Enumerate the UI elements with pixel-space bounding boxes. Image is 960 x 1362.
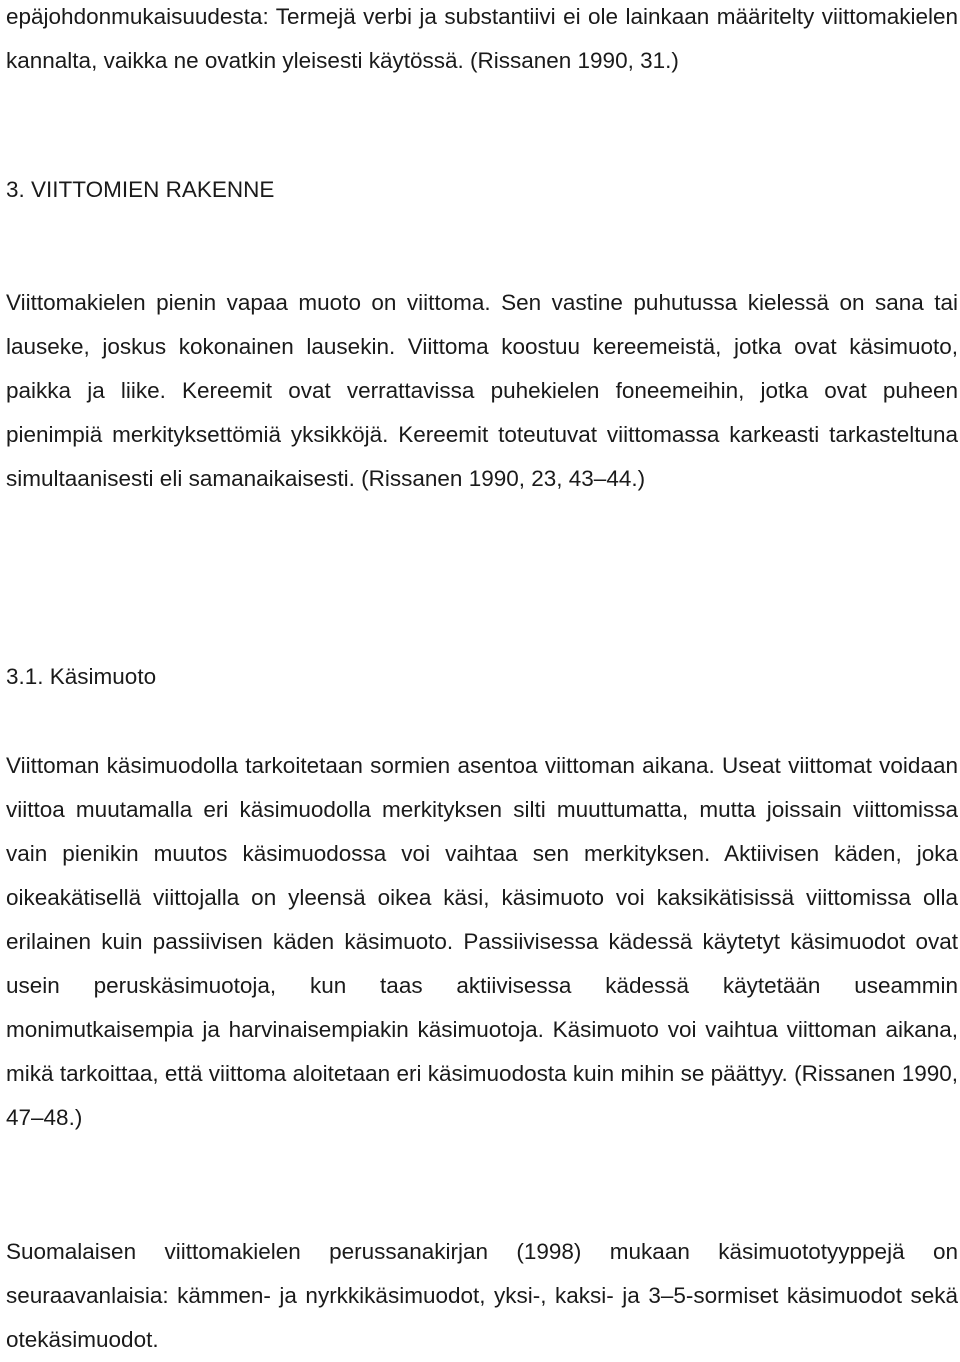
paragraph-basic-book: Suomalaisen viittomakielen perussanakirjan (1998) mukaan käsimuototyyppejä on seuraavanlaisia: kämmen- ja nyrkkikäsimuodot, yksi-, kaksi- ja 3–5-sormiset käsimuodot sekä otekäsimuodot. (6, 1239, 958, 1352)
section-heading: 3. VIITTOMIEN RAKENNE (6, 177, 275, 202)
paragraph-structure: Viittomakielen pienin vapaa muoto on viittoma. Sen vastine puhutussa kielessä on sana tai lauseke, joskus kokonainen lausekin. Viittoma koostuu kereemeistä, jotka ovat käsimuoto, paikka ja liike. Kereemit ovat verrattavissa puhekielen foneemeihin, jotka ovat puheen pienimpiä merkityksettömiä yksikköjä. Kereemit toteutuvat viittomassa karkeasti tarkasteltuna simultaanisesti eli samanaikaisesti. (Rissanen 1990, 23, 43–44.) (6, 290, 958, 491)
paragraph-intro-tail: epäjohdonmukaisuudesta: Termejä verbi ja substantiivi ei ole lainkaan määritelty viittomakielen kannalta, vaikka ne ovatkin yleisesti käytössä. (Rissanen 1990, 31.) (6, 4, 958, 73)
paragraph-handshape: Viittoman käsimuodolla tarkoitetaan sormien asentoa viittoman aikana. Useat viittomat voidaan viittoa muutamalla eri käsimuodolla merkityksen silti muuttumatta, mutta joissain viittomissa vain pienikin muutos käsimuodossa voi vaihtaa sen merkityksen. Aktiivisen käden, joka oikeakätisellä viittojalla on yleensä oikea käsi, käsimuoto voi kaksikätisissä viittomissa olla erilainen kuin passiivisen käden käsimuoto. Passiivisessa kädessä käytetyt käsimuodot ovat usein peruskäsimuotoja, kun taas aktiivisessa kädessä käytetään useammin monimutkaisempia ja harvinaisempiakin käsimuotoja. Käsimuoto voi vaihtua viittoman aikana, mikä tarkoittaa, että viittoma aloitetaan eri käsimuodosta kuin mihin se päättyy. (Rissanen 1990, 47–48.) (6, 753, 958, 1130)
subsection-heading: 3.1. Käsimuoto (6, 664, 157, 689)
